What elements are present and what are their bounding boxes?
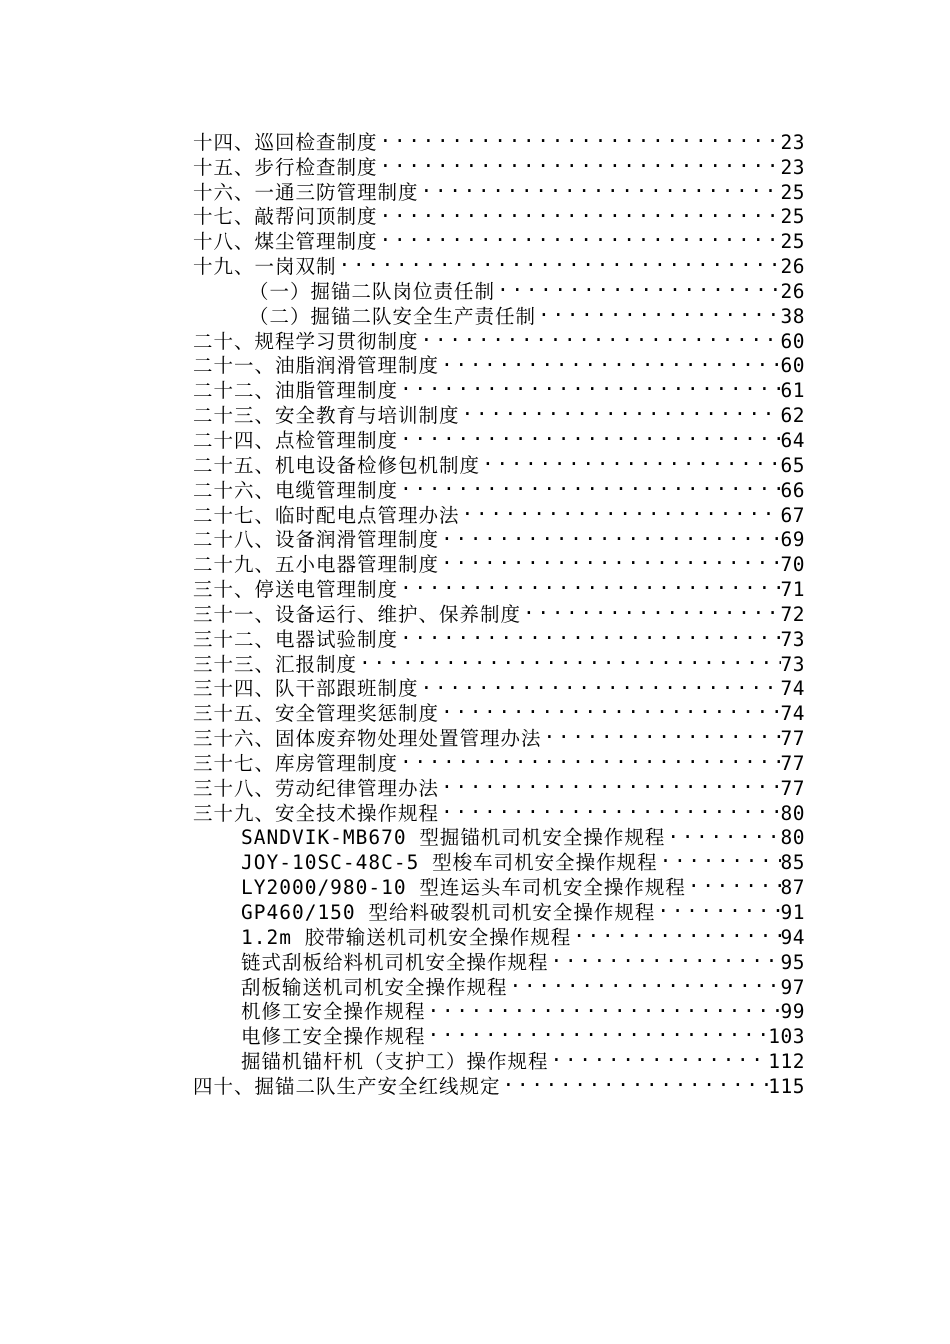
toc-dot-leader (460, 397, 781, 422)
toc-dot-leader (439, 348, 781, 373)
toc-entry-page-number: 70 (780, 553, 805, 577)
toc-entry-title: 三十七、库房管理制度 (193, 751, 399, 775)
toc-entry-title: 三十八、劳动纪律管理办法 (193, 776, 440, 800)
toc-entry-page-number: 74 (780, 702, 805, 726)
toc-entry-title: 十六、一通三防管理制度 (193, 180, 419, 204)
toc-entry-page-number: 25 (780, 205, 805, 229)
toc-entry-page-number: 97 (780, 975, 805, 999)
toc-entry-page-number: 65 (780, 453, 805, 477)
toc-entry-title: 二十四、点检管理制度 (193, 428, 399, 452)
toc-dot-leader (571, 919, 780, 944)
toc-entry-page-number: 72 (780, 602, 805, 626)
toc-dot-leader (549, 1043, 769, 1068)
toc-dot-leader (378, 199, 781, 224)
toc-dot-leader (337, 248, 781, 273)
table-of-contents (193, 124, 805, 1098)
toc-entry-page-number: 23 (780, 155, 805, 179)
toc-dot-leader (658, 844, 781, 869)
toc-entry-page-number: 60 (780, 329, 805, 353)
toc-dot-leader (480, 447, 781, 472)
toc-entry-page-number: 95 (780, 950, 805, 974)
toc-dot-leader (398, 571, 781, 596)
toc-entry-page-number: 64 (780, 428, 805, 452)
toc-dot-leader (378, 223, 781, 248)
toc-entry-page-number: 80 (780, 801, 805, 825)
toc-dot-leader (398, 745, 781, 770)
toc-dot-leader (378, 124, 781, 149)
toc-entry-title: 三十五、安全管理奖惩制度 (193, 702, 440, 726)
toc-entry-title: 十四、巡回检查制度 (193, 130, 378, 154)
toc-entry-title: 二十七、临时配电点管理办法 (193, 503, 460, 527)
toc-dot-leader (398, 621, 781, 646)
toc-entry-page-number: 87 (780, 876, 805, 900)
toc-dot-leader (419, 671, 781, 696)
toc-entry-page-number: 77 (780, 751, 805, 775)
toc-dot-leader (439, 522, 781, 547)
toc-dot-leader (521, 596, 781, 621)
toc-entry-title: 二十、规程学习贯彻制度 (193, 329, 419, 353)
toc-entry-page-number: 62 (780, 404, 805, 428)
toc-dot-leader (419, 174, 781, 199)
toc-dot-leader (398, 472, 781, 497)
toc-dot-leader (398, 372, 781, 397)
toc-entry-page-number: 115 (768, 1074, 805, 1098)
toc-entry-title: 刮板输送机司机安全操作规程 (241, 975, 508, 999)
toc-entry-title: 机修工安全操作规程 (241, 1000, 426, 1024)
toc-entry-page-number: 112 (768, 1050, 805, 1074)
toc-dot-leader (549, 944, 781, 969)
toc-dot-leader (419, 323, 781, 348)
toc-dot-leader (439, 770, 781, 795)
toc-entry-title: JOY-10SC-48C-5 型梭车司机安全操作规程 (241, 851, 658, 875)
toc-entry-title: GP460/150 型给料破裂机司机安全操作规程 (241, 901, 656, 924)
toc-dot-leader (495, 273, 781, 298)
toc-entry-page-number: 25 (780, 180, 805, 204)
toc-entry-page-number: 71 (780, 578, 805, 602)
toc-dot-leader (439, 795, 781, 820)
toc-entry-page-number: 66 (780, 478, 805, 502)
toc-entry-page-number: 73 (780, 627, 805, 651)
toc-dot-leader (439, 546, 781, 571)
toc-dot-leader (426, 994, 781, 1019)
toc-entry-page-number: 94 (780, 925, 805, 949)
toc-entry-title: 二十二、油脂管理制度 (193, 379, 399, 403)
toc-entry-title: 二十六、电缆管理制度 (193, 478, 399, 502)
toc-entry-title: 三十二、电器试验制度 (193, 627, 399, 651)
toc-entry-title: 三十一、设备运行、维护、保养制度 (193, 602, 522, 626)
toc-entry-page-number: 77 (780, 776, 805, 800)
toc-entry-page-number: 25 (780, 230, 805, 254)
toc-entry-title: 四十、掘锚二队生产安全红线规定 (193, 1074, 501, 1098)
toc-entry-page-number: 80 (780, 826, 805, 850)
toc-entry-title: 1.2m 胶带输送机司机安全操作规程 (241, 925, 572, 949)
toc-entry-page-number: 60 (780, 354, 805, 378)
toc-entry-page-number: 38 (780, 304, 805, 328)
toc-dot-leader (398, 422, 781, 447)
toc-entry-title: 三十六、固体废弃物处理处置管理办法 (193, 727, 542, 751)
toc-entry-page-number: 77 (780, 727, 805, 751)
toc-dot-leader (501, 1068, 769, 1093)
toc-entry-page-number: 85 (780, 851, 805, 875)
toc-dot-leader (426, 1018, 769, 1043)
toc-dot-leader (655, 894, 780, 919)
toc-entry-title: 二十一、油脂润滑管理制度 (193, 354, 440, 378)
toc-dot-leader (686, 869, 781, 894)
toc-entry-page-number: 26 (780, 279, 805, 303)
toc-dot-leader (542, 720, 781, 745)
toc-entry-title: （一）掘锚二队岗位责任制 (249, 279, 496, 303)
toc-entry-title: 十五、步行检查制度 (193, 155, 378, 179)
toc-entry-title: （二）掘锚二队安全生产责任制 (249, 304, 537, 328)
toc-entry-page-number: 74 (780, 677, 805, 701)
toc-entry-title: 二十三、安全教育与培训制度 (193, 404, 460, 428)
toc-dot-leader (378, 149, 781, 174)
toc-entry-title: 三十九、安全技术操作规程 (193, 801, 440, 825)
toc-entry-title: SANDVIK-MB670 型掘锚机司机安全操作规程 (241, 826, 666, 850)
toc-entry-title: 十九、一岗双制 (193, 255, 337, 279)
toc-dot-leader (460, 497, 781, 522)
toc-entry-page-number: 23 (780, 130, 805, 154)
toc-entry-title: LY2000/980-10 型连运头车司机安全操作规程 (241, 876, 686, 900)
toc-entry-page-number: 99 (780, 1000, 805, 1024)
toc-entry-title: 二十八、设备润滑管理制度 (193, 528, 440, 552)
toc-entry-page-number: 103 (768, 1025, 805, 1049)
toc-entry-title: 十七、敲帮问顶制度 (193, 205, 378, 229)
toc-entry-title: 三十、停送电管理制度 (193, 578, 399, 602)
toc-entry-title: 二十五、机电设备检修包机制度 (193, 453, 481, 477)
toc-dot-leader (439, 695, 781, 720)
toc-entry-page-number: 26 (780, 255, 805, 279)
toc-dot-leader (665, 820, 780, 845)
toc-entry-page-number: 73 (780, 652, 805, 676)
toc-dot-leader (357, 646, 781, 671)
toc-entry-page-number: 69 (780, 528, 805, 552)
toc-entry-title: 三十四、队干部跟班制度 (193, 677, 419, 701)
toc-dot-leader (536, 298, 781, 323)
toc-entry-title: 三十三、汇报制度 (193, 652, 358, 676)
toc-entry[interactable] (193, 124, 805, 154)
toc-entry-title: 十八、煤尘管理制度 (193, 230, 378, 254)
toc-entry-page-number: 91 (780, 901, 805, 924)
toc-dot-leader (508, 969, 781, 994)
toc-entry-title: 二十九、五小电器管理制度 (193, 553, 440, 577)
toc-entry-page-number: 61 (780, 379, 805, 403)
toc-entry-title: 掘锚机锚杆机（支护工）操作规程 (241, 1050, 549, 1074)
toc-entry-title: 链式刮板给料机司机安全操作规程 (241, 950, 549, 974)
toc-entry-page-number: 67 (780, 503, 805, 527)
toc-entry-title: 电修工安全操作规程 (241, 1025, 426, 1049)
